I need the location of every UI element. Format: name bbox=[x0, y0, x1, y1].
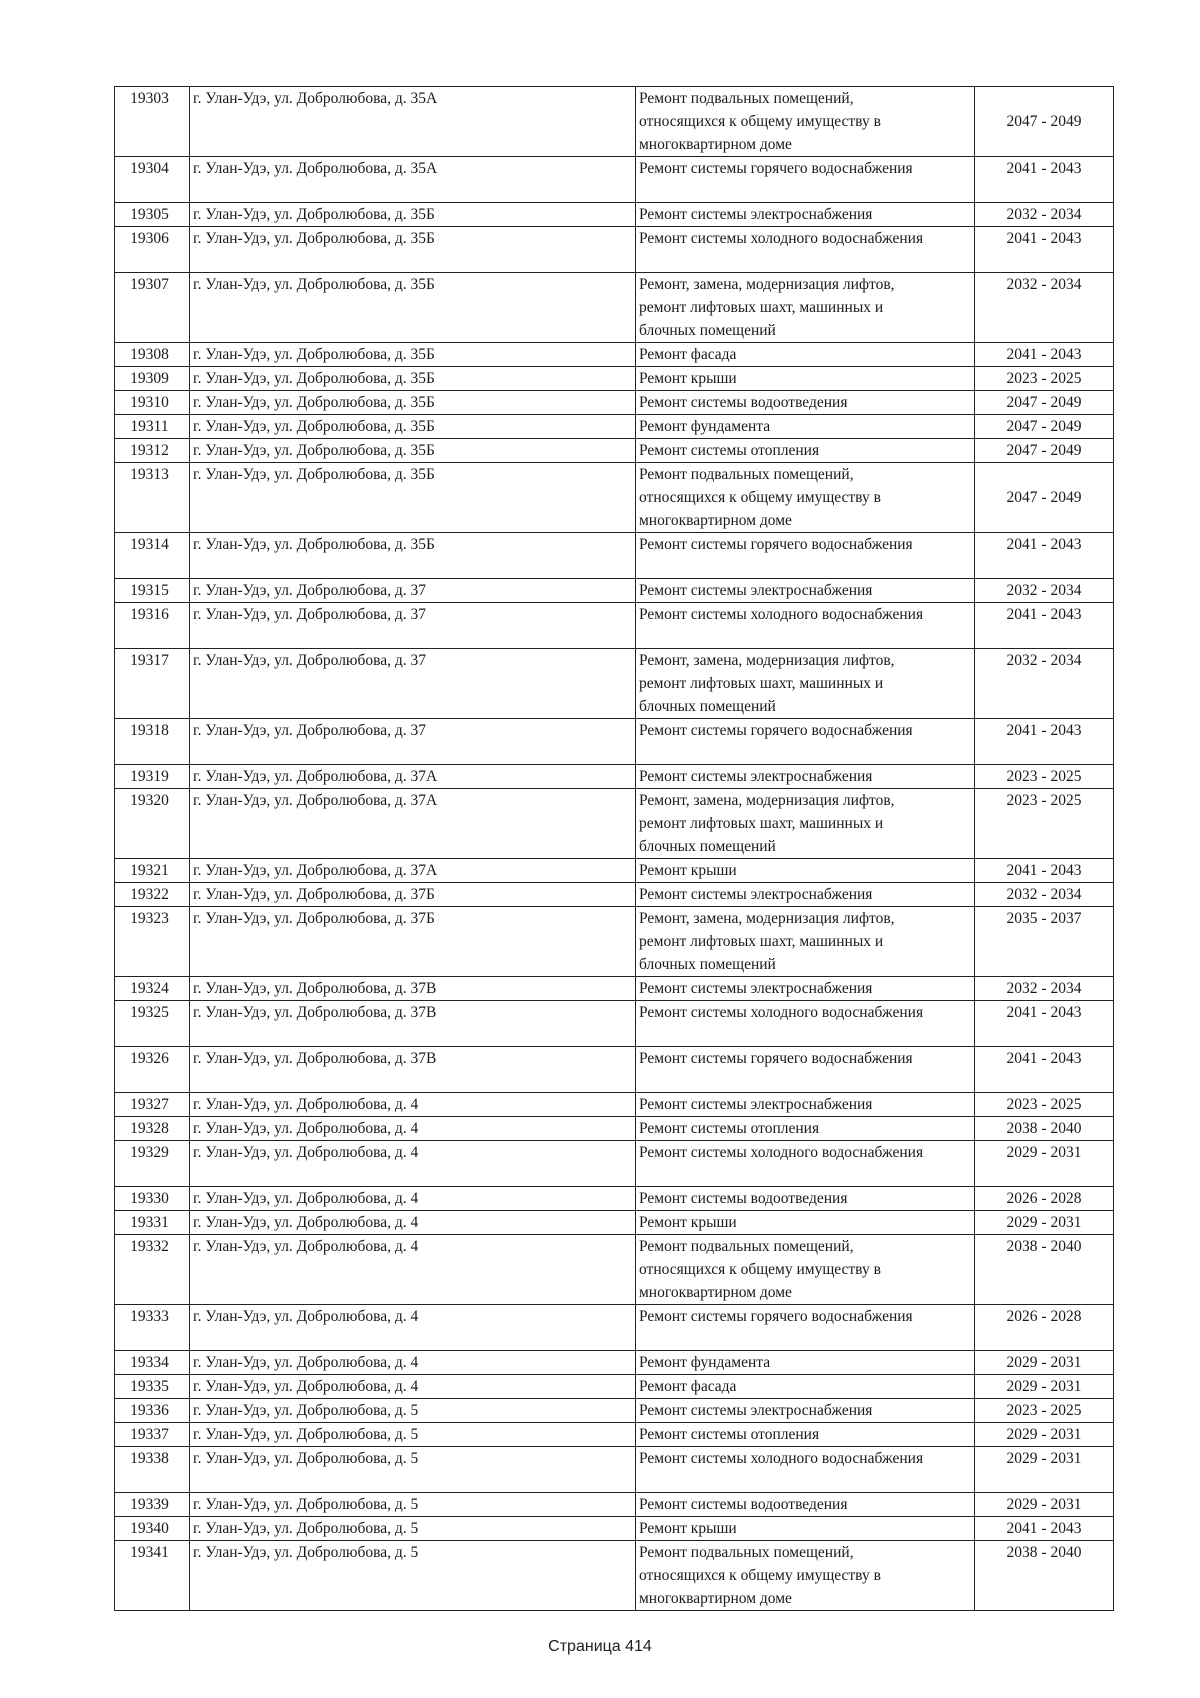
row-years: 2041 - 2043 bbox=[975, 719, 1114, 765]
table-row bbox=[115, 273, 1114, 343]
row-years: 2032 - 2034 bbox=[975, 203, 1114, 227]
row-number: 19303 bbox=[115, 87, 190, 157]
row-work-type bbox=[636, 1375, 975, 1399]
row-address: г. Улан-Удэ, ул. Добролюбова, д. 4 bbox=[190, 1141, 636, 1187]
row-years: 2041 - 2043 bbox=[975, 1517, 1114, 1541]
table-row bbox=[115, 1447, 1114, 1493]
row-address: г. Улан-Удэ, ул. Добролюбова, д. 35Б bbox=[190, 533, 636, 579]
work-line: Ремонт системы холодного водоснабжения bbox=[639, 1450, 924, 1467]
row-years: 2041 - 2043 bbox=[975, 859, 1114, 883]
work-line: Ремонт системы водоотведения bbox=[639, 1190, 848, 1207]
table-row bbox=[115, 1187, 1114, 1211]
row-address: г. Улан-Удэ, ул. Добролюбова, д. 5 bbox=[190, 1493, 636, 1517]
row-work-type bbox=[636, 1517, 975, 1541]
row-address: г. Улан-Удэ, ул. Добролюбова, д. 4 bbox=[190, 1211, 636, 1235]
work-line: Ремонт фасада bbox=[639, 1378, 737, 1395]
row-address: г. Улан-Удэ, ул. Добролюбова, д. 4 bbox=[190, 1375, 636, 1399]
row-number: 19332 bbox=[115, 1235, 190, 1305]
row-work-type bbox=[636, 765, 975, 789]
work-line: блочных помещений bbox=[639, 838, 776, 855]
row-number: 19324 bbox=[115, 977, 190, 1001]
row-years: 2029 - 2031 bbox=[975, 1493, 1114, 1517]
row-address: г. Улан-Удэ, ул. Добролюбова, д. 37А bbox=[190, 789, 636, 859]
work-line: блочных помещений bbox=[639, 956, 776, 973]
row-number: 19313 bbox=[115, 463, 190, 533]
row-number: 19327 bbox=[115, 1093, 190, 1117]
row-years: 2047 - 2049 bbox=[975, 87, 1114, 157]
table-body bbox=[115, 87, 1114, 1611]
table-row bbox=[115, 1399, 1114, 1423]
row-work-type bbox=[636, 391, 975, 415]
table-row bbox=[115, 1141, 1114, 1187]
row-years: 2035 - 2037 bbox=[975, 907, 1114, 977]
row-work-type bbox=[636, 1305, 975, 1351]
row-work-type bbox=[636, 1047, 975, 1093]
table-row bbox=[115, 343, 1114, 367]
row-work-type bbox=[636, 1117, 975, 1141]
table-row bbox=[115, 1211, 1114, 1235]
row-work-type bbox=[636, 1351, 975, 1375]
row-number: 19318 bbox=[115, 719, 190, 765]
row-number: 19335 bbox=[115, 1375, 190, 1399]
row-years: 2023 - 2025 bbox=[975, 1093, 1114, 1117]
work-line: Ремонт крыши bbox=[639, 1214, 737, 1231]
work-line: Ремонт системы водоотведения bbox=[639, 394, 848, 411]
row-work-type bbox=[636, 273, 975, 343]
row-number: 19337 bbox=[115, 1423, 190, 1447]
table-row bbox=[115, 907, 1114, 977]
work-line: Ремонт крыши bbox=[639, 862, 737, 879]
work-line: Ремонт системы водоотведения bbox=[639, 1496, 848, 1513]
table-row bbox=[115, 157, 1114, 203]
row-work-type bbox=[636, 203, 975, 227]
row-years: 2023 - 2025 bbox=[975, 367, 1114, 391]
row-years: 2023 - 2025 bbox=[975, 789, 1114, 859]
row-address: г. Улан-Удэ, ул. Добролюбова, д. 4 bbox=[190, 1305, 636, 1351]
row-work-type bbox=[636, 227, 975, 273]
row-years: 2038 - 2040 bbox=[975, 1235, 1114, 1305]
table-row bbox=[115, 415, 1114, 439]
row-number: 19321 bbox=[115, 859, 190, 883]
row-years: 2041 - 2043 bbox=[975, 603, 1114, 649]
table-row bbox=[115, 765, 1114, 789]
row-number: 19326 bbox=[115, 1047, 190, 1093]
row-number: 19322 bbox=[115, 883, 190, 907]
work-line: Ремонт, замена, модернизация лифтов, bbox=[639, 910, 895, 927]
row-number: 19316 bbox=[115, 603, 190, 649]
row-address: г. Улан-Удэ, ул. Добролюбова, д. 37В bbox=[190, 1047, 636, 1093]
work-line: относящихся к общему имуществу в bbox=[639, 1261, 881, 1278]
table-row bbox=[115, 203, 1114, 227]
table-row bbox=[115, 87, 1114, 157]
row-years: 2029 - 2031 bbox=[975, 1447, 1114, 1493]
table-row bbox=[115, 859, 1114, 883]
row-work-type bbox=[636, 463, 975, 533]
repair-schedule-table bbox=[114, 86, 1114, 1611]
work-line: многоквартирном доме bbox=[639, 136, 792, 153]
row-number: 19317 bbox=[115, 649, 190, 719]
row-work-type bbox=[636, 719, 975, 765]
work-line: многоквартирном доме bbox=[639, 1590, 792, 1607]
row-years: 2032 - 2034 bbox=[975, 977, 1114, 1001]
table-row bbox=[115, 391, 1114, 415]
work-line: блочных помещений bbox=[639, 322, 776, 339]
row-address: г. Улан-Удэ, ул. Добролюбова, д. 4 bbox=[190, 1351, 636, 1375]
row-address: г. Улан-Удэ, ул. Добролюбова, д. 37А bbox=[190, 859, 636, 883]
row-years: 2041 - 2043 bbox=[975, 1001, 1114, 1047]
table-row bbox=[115, 1093, 1114, 1117]
row-years: 2029 - 2031 bbox=[975, 1423, 1114, 1447]
row-years: 2041 - 2043 bbox=[975, 227, 1114, 273]
row-number: 19314 bbox=[115, 533, 190, 579]
work-line: Ремонт, замена, модернизация лифтов, bbox=[639, 276, 895, 293]
row-work-type bbox=[636, 1447, 975, 1493]
row-address: г. Улан-Удэ, ул. Добролюбова, д. 5 bbox=[190, 1517, 636, 1541]
work-line: Ремонт, замена, модернизация лифтов, bbox=[639, 792, 895, 809]
work-line: Ремонт системы отопления bbox=[639, 1120, 820, 1137]
row-work-type bbox=[636, 649, 975, 719]
row-work-type bbox=[636, 859, 975, 883]
row-number: 19333 bbox=[115, 1305, 190, 1351]
row-address: г. Улан-Удэ, ул. Добролюбова, д. 37В bbox=[190, 1001, 636, 1047]
row-number: 19340 bbox=[115, 1517, 190, 1541]
row-number: 19334 bbox=[115, 1351, 190, 1375]
row-years: 2041 - 2043 bbox=[975, 157, 1114, 203]
work-line: относящихся к общему имуществу в bbox=[639, 1567, 881, 1584]
row-years: 2029 - 2031 bbox=[975, 1211, 1114, 1235]
row-years: 2032 - 2034 bbox=[975, 649, 1114, 719]
row-address: г. Улан-Удэ, ул. Добролюбова, д. 37Б bbox=[190, 907, 636, 977]
row-years: 2038 - 2040 bbox=[975, 1117, 1114, 1141]
row-work-type bbox=[636, 977, 975, 1001]
work-line: Ремонт фундамента bbox=[639, 418, 771, 435]
work-line: Ремонт подвальных помещений, bbox=[639, 1544, 854, 1561]
row-address: г. Улан-Удэ, ул. Добролюбова, д. 35Б bbox=[190, 343, 636, 367]
row-address: г. Улан-Удэ, ул. Добролюбова, д. 4 bbox=[190, 1117, 636, 1141]
work-line: Ремонт системы электроснабжения bbox=[639, 206, 873, 223]
table-row bbox=[115, 1351, 1114, 1375]
work-line: многоквартирном доме bbox=[639, 1284, 792, 1301]
work-line: Ремонт системы горячего водоснабжения bbox=[639, 1050, 913, 1067]
row-work-type bbox=[636, 1187, 975, 1211]
work-line: Ремонт системы электроснабжения bbox=[639, 886, 873, 903]
row-number: 19305 bbox=[115, 203, 190, 227]
work-line: ремонт лифтовых шахт, машинных и bbox=[639, 933, 884, 950]
row-number: 19308 bbox=[115, 343, 190, 367]
work-line: ремонт лифтовых шахт, машинных и bbox=[639, 675, 884, 692]
row-address: г. Улан-Удэ, ул. Добролюбова, д. 35Б bbox=[190, 439, 636, 463]
table-row bbox=[115, 1001, 1114, 1047]
row-number: 19323 bbox=[115, 907, 190, 977]
row-work-type bbox=[636, 1093, 975, 1117]
row-address: г. Улан-Удэ, ул. Добролюбова, д. 5 bbox=[190, 1541, 636, 1611]
row-work-type bbox=[636, 533, 975, 579]
work-line: относящихся к общему имуществу в bbox=[639, 489, 881, 506]
row-years: 2029 - 2031 bbox=[975, 1375, 1114, 1399]
work-line: Ремонт системы горячего водоснабжения bbox=[639, 722, 913, 739]
table-row bbox=[115, 1305, 1114, 1351]
work-line: Ремонт системы горячего водоснабжения bbox=[639, 1308, 913, 1325]
row-address: г. Улан-Удэ, ул. Добролюбова, д. 37А bbox=[190, 765, 636, 789]
row-work-type bbox=[636, 579, 975, 603]
row-work-type bbox=[636, 1001, 975, 1047]
row-number: 19341 bbox=[115, 1541, 190, 1611]
row-work-type bbox=[636, 157, 975, 203]
work-line: Ремонт системы горячего водоснабжения bbox=[639, 160, 913, 177]
work-line: Ремонт крыши bbox=[639, 1520, 737, 1537]
work-line: Ремонт системы отопления bbox=[639, 442, 820, 459]
table-row bbox=[115, 1541, 1114, 1611]
row-work-type bbox=[636, 1541, 975, 1611]
row-years: 2041 - 2043 bbox=[975, 533, 1114, 579]
table-row bbox=[115, 977, 1114, 1001]
row-work-type bbox=[636, 603, 975, 649]
row-work-type bbox=[636, 1423, 975, 1447]
row-address: г. Улан-Удэ, ул. Добролюбова, д. 4 bbox=[190, 1187, 636, 1211]
work-line: Ремонт подвальных помещений, bbox=[639, 466, 854, 483]
row-address: г. Улан-Удэ, ул. Добролюбова, д. 5 bbox=[190, 1423, 636, 1447]
row-years: 2047 - 2049 bbox=[975, 439, 1114, 463]
row-address: г. Улан-Удэ, ул. Добролюбова, д. 35Б bbox=[190, 367, 636, 391]
row-work-type bbox=[636, 789, 975, 859]
work-line: Ремонт системы горячего водоснабжения bbox=[639, 536, 913, 553]
row-address: г. Улан-Удэ, ул. Добролюбова, д. 35Б bbox=[190, 227, 636, 273]
row-work-type bbox=[636, 1141, 975, 1187]
row-address: г. Улан-Удэ, ул. Добролюбова, д. 35Б bbox=[190, 463, 636, 533]
row-address: г. Улан-Удэ, ул. Добролюбова, д. 37 bbox=[190, 649, 636, 719]
table-row bbox=[115, 649, 1114, 719]
row-address: г. Улан-Удэ, ул. Добролюбова, д. 4 bbox=[190, 1235, 636, 1305]
table-row bbox=[115, 227, 1114, 273]
row-address: г. Улан-Удэ, ул. Добролюбова, д. 37 bbox=[190, 719, 636, 765]
row-number: 19330 bbox=[115, 1187, 190, 1211]
row-number: 19339 bbox=[115, 1493, 190, 1517]
table-row bbox=[115, 1423, 1114, 1447]
row-work-type bbox=[636, 883, 975, 907]
table-row bbox=[115, 463, 1114, 533]
row-years: 2047 - 2049 bbox=[975, 463, 1114, 533]
work-line: ремонт лифтовых шахт, машинных и bbox=[639, 299, 884, 316]
row-address: г. Улан-Удэ, ул. Добролюбова, д. 37 bbox=[190, 603, 636, 649]
row-address: г. Улан-Удэ, ул. Добролюбова, д. 35Б bbox=[190, 415, 636, 439]
row-number: 19329 bbox=[115, 1141, 190, 1187]
row-address: г. Улан-Удэ, ул. Добролюбова, д. 37 bbox=[190, 579, 636, 603]
row-address: г. Улан-Удэ, ул. Добролюбова, д. 37Б bbox=[190, 883, 636, 907]
table-row bbox=[115, 719, 1114, 765]
table-row bbox=[115, 533, 1114, 579]
row-years: 2023 - 2025 bbox=[975, 765, 1114, 789]
work-line: Ремонт, замена, модернизация лифтов, bbox=[639, 652, 895, 669]
table-row bbox=[115, 883, 1114, 907]
page-footer bbox=[0, 1638, 1200, 1656]
work-line: Ремонт системы электроснабжения bbox=[639, 582, 873, 599]
work-line: Ремонт системы электроснабжения bbox=[639, 1096, 873, 1113]
row-address: г. Улан-Удэ, ул. Добролюбова, д. 4 bbox=[190, 1093, 636, 1117]
row-years: 2026 - 2028 bbox=[975, 1187, 1114, 1211]
table-row bbox=[115, 1493, 1114, 1517]
row-address: г. Улан-Удэ, ул. Добролюбова, д. 37В bbox=[190, 977, 636, 1001]
table-row bbox=[115, 579, 1114, 603]
work-line: Ремонт системы холодного водоснабжения bbox=[639, 1004, 924, 1021]
row-years: 2023 - 2025 bbox=[975, 1399, 1114, 1423]
row-work-type bbox=[636, 907, 975, 977]
table-row bbox=[115, 367, 1114, 391]
row-work-type bbox=[636, 1493, 975, 1517]
row-number: 19315 bbox=[115, 579, 190, 603]
work-line: относящихся к общему имуществу в bbox=[639, 113, 881, 130]
table-row bbox=[115, 1517, 1114, 1541]
row-number: 19338 bbox=[115, 1447, 190, 1493]
row-number: 19306 bbox=[115, 227, 190, 273]
row-number: 19311 bbox=[115, 415, 190, 439]
table-row bbox=[115, 1047, 1114, 1093]
row-years: 2041 - 2043 bbox=[975, 343, 1114, 367]
row-number: 19310 bbox=[115, 391, 190, 415]
work-line: Ремонт системы электроснабжения bbox=[639, 1402, 873, 1419]
row-number: 19307 bbox=[115, 273, 190, 343]
table-row bbox=[115, 1117, 1114, 1141]
work-line: Ремонт системы холодного водоснабжения bbox=[639, 1144, 924, 1161]
work-line: Ремонт подвальных помещений, bbox=[639, 1238, 854, 1255]
row-years: 2032 - 2034 bbox=[975, 579, 1114, 603]
row-address: г. Улан-Удэ, ул. Добролюбова, д. 5 bbox=[190, 1399, 636, 1423]
table-row bbox=[115, 439, 1114, 463]
row-number: 19319 bbox=[115, 765, 190, 789]
row-years: 2029 - 2031 bbox=[975, 1351, 1114, 1375]
row-address: г. Улан-Удэ, ул. Добролюбова, д. 5 bbox=[190, 1447, 636, 1493]
row-number: 19336 bbox=[115, 1399, 190, 1423]
work-line: Ремонт системы холодного водоснабжения bbox=[639, 606, 924, 623]
work-line: Ремонт подвальных помещений, bbox=[639, 90, 854, 107]
row-number: 19331 bbox=[115, 1211, 190, 1235]
row-address: г. Улан-Удэ, ул. Добролюбова, д. 35А bbox=[190, 87, 636, 157]
row-work-type bbox=[636, 1399, 975, 1423]
row-number: 19309 bbox=[115, 367, 190, 391]
row-work-type bbox=[636, 415, 975, 439]
work-line: многоквартирном доме bbox=[639, 512, 792, 529]
table-row bbox=[115, 1375, 1114, 1399]
row-number: 19328 bbox=[115, 1117, 190, 1141]
work-line: ремонт лифтовых шахт, машинных и bbox=[639, 815, 884, 832]
table-row bbox=[115, 789, 1114, 859]
row-work-type bbox=[636, 343, 975, 367]
row-work-type bbox=[636, 1211, 975, 1235]
row-years: 2029 - 2031 bbox=[975, 1141, 1114, 1187]
row-work-type bbox=[636, 439, 975, 463]
row-years: 2032 - 2034 bbox=[975, 273, 1114, 343]
work-line: Ремонт системы электроснабжения bbox=[639, 980, 873, 997]
row-work-type bbox=[636, 1235, 975, 1305]
work-line: Ремонт крыши bbox=[639, 370, 737, 387]
row-address: г. Улан-Удэ, ул. Добролюбова, д. 35Б bbox=[190, 273, 636, 343]
row-years: 2041 - 2043 bbox=[975, 1047, 1114, 1093]
row-number: 19325 bbox=[115, 1001, 190, 1047]
row-years: 2047 - 2049 bbox=[975, 391, 1114, 415]
row-number: 19304 bbox=[115, 157, 190, 203]
row-work-type bbox=[636, 87, 975, 157]
work-line: Ремонт фундамента bbox=[639, 1354, 771, 1371]
row-address: г. Улан-Удэ, ул. Добролюбова, д. 35А bbox=[190, 157, 636, 203]
table-row bbox=[115, 1235, 1114, 1305]
row-years: 2026 - 2028 bbox=[975, 1305, 1114, 1351]
work-line: Ремонт системы холодного водоснабжения bbox=[639, 230, 924, 247]
table-row bbox=[115, 603, 1114, 649]
work-line: Ремонт системы электроснабжения bbox=[639, 768, 873, 785]
row-address: г. Улан-Удэ, ул. Добролюбова, д. 35Б bbox=[190, 391, 636, 415]
work-line: блочных помещений bbox=[639, 698, 776, 715]
page-number: Страница 414 bbox=[548, 1638, 652, 1655]
row-number: 19320 bbox=[115, 789, 190, 859]
row-years: 2047 - 2049 bbox=[975, 415, 1114, 439]
row-years: 2032 - 2034 bbox=[975, 883, 1114, 907]
row-work-type bbox=[636, 367, 975, 391]
work-line: Ремонт системы отопления bbox=[639, 1426, 820, 1443]
row-address: г. Улан-Удэ, ул. Добролюбова, д. 35Б bbox=[190, 203, 636, 227]
row-number: 19312 bbox=[115, 439, 190, 463]
row-years: 2038 - 2040 bbox=[975, 1541, 1114, 1611]
work-line: Ремонт фасада bbox=[639, 346, 737, 363]
